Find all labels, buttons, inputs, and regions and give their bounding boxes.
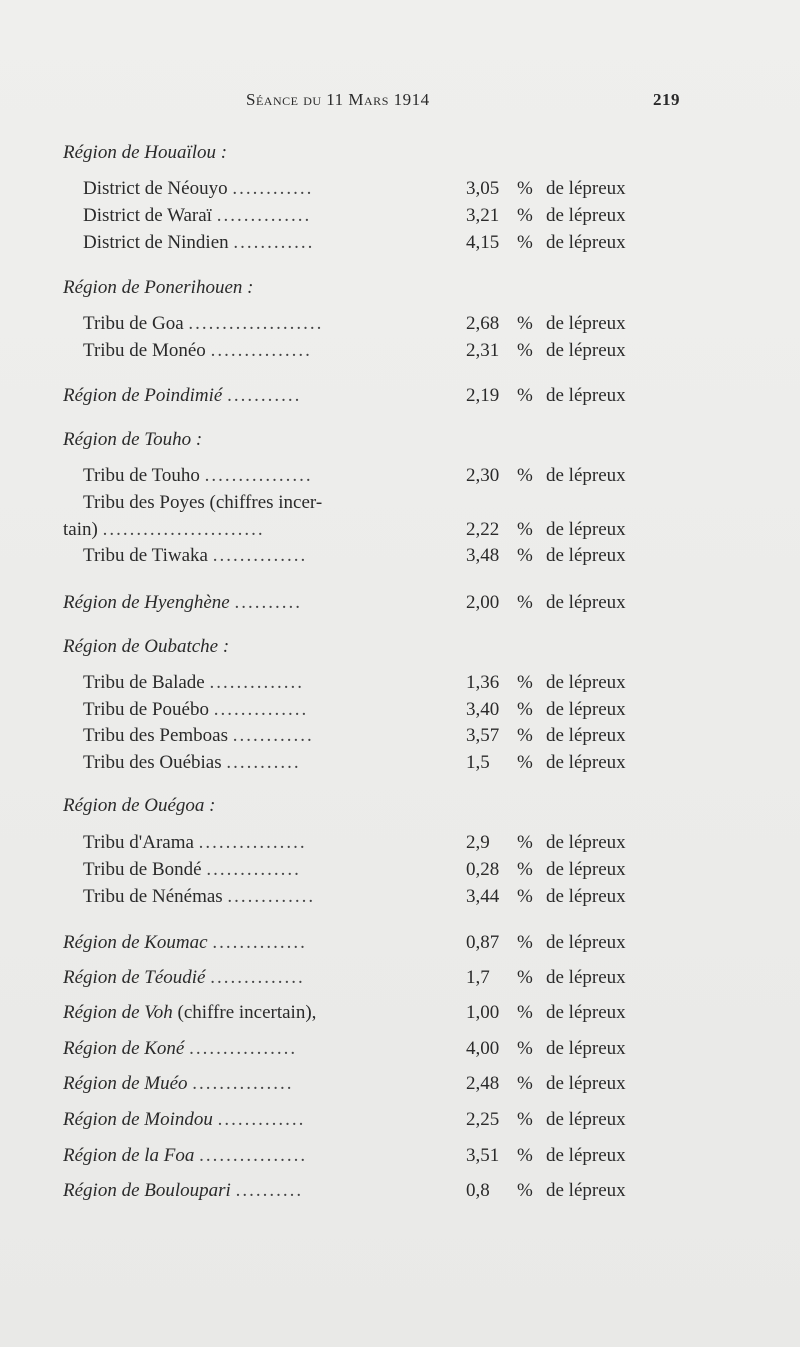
row-value: 3,51 <box>466 1145 500 1166</box>
row-value: 2,30 <box>466 465 500 486</box>
percent-sign: % <box>517 519 533 540</box>
percent-sign: % <box>517 1073 533 1094</box>
percent-sign: % <box>517 672 533 693</box>
table-row: District de Waraï .............. 3,21 % de lépreux <box>0 203 800 229</box>
row-value: 3,40 <box>466 699 500 720</box>
row-unit: de lépreux <box>546 1180 626 1201</box>
row-label: Tribu de Pouébo <box>83 699 209 720</box>
region-heading: Région de Ouégoa : <box>63 795 216 816</box>
row-label: Tribu de Nénémas <box>83 886 223 907</box>
percent-sign: % <box>517 699 533 720</box>
row-unit: de lépreux <box>546 752 626 773</box>
row-label: Région de Hyenghène <box>63 592 230 613</box>
row-unit: de lépreux <box>546 465 626 486</box>
table-row: Région de Hyenghène .......... 2,00 % de lépreux <box>0 590 800 616</box>
row-unit: de lépreux <box>546 519 626 540</box>
row-value: 2,68 <box>466 313 500 334</box>
row-unit: de lépreux <box>546 313 626 334</box>
row-label: Région de Bouloupari <box>63 1180 231 1201</box>
row-label: Tribu des Pemboas <box>83 725 228 746</box>
row-label: Région de Koumac <box>63 932 208 953</box>
row-label: Tribu de Tiwaka <box>83 545 208 566</box>
percent-sign: % <box>517 385 533 406</box>
row-unit: de lépreux <box>546 385 626 406</box>
percent-sign: % <box>517 932 533 953</box>
table-row: District de Nindien ............ 4,15 % de lépreux <box>0 230 800 256</box>
row-value: 2,19 <box>466 385 500 406</box>
table-row: Région de Bouloupari .......... 0,8 % de lépreux <box>0 1178 800 1204</box>
row-value: 0,8 <box>466 1180 490 1201</box>
table-row: Tribu de Goa .................... 2,68 % de lépreux <box>0 311 800 337</box>
row-unit: de lépreux <box>546 672 626 693</box>
row-unit: de lépreux <box>546 967 626 988</box>
table-row: Tribu de Tiwaka .............. 3,48 % de lépreux <box>0 543 800 569</box>
percent-sign: % <box>517 1109 533 1130</box>
row-value: 4,00 <box>466 1038 500 1059</box>
percent-sign: % <box>517 752 533 773</box>
percent-sign: % <box>517 859 533 880</box>
row-unit: de lépreux <box>546 340 626 361</box>
row-unit: de lépreux <box>546 205 626 226</box>
row-unit: de lépreux <box>546 592 626 613</box>
row-label: Tribu de Touho <box>83 465 200 486</box>
percent-sign: % <box>517 205 533 226</box>
percent-sign: % <box>517 1145 533 1166</box>
row-unit: de lépreux <box>546 1038 626 1059</box>
table-row: tain) ........................ 2,22 % de lépreux <box>0 517 800 543</box>
percent-sign: % <box>517 1002 533 1023</box>
row-value: 3,05 <box>466 178 500 199</box>
row-label: Région de Poindimié <box>63 385 223 406</box>
row-value: 3,21 <box>466 205 500 226</box>
percent-sign: % <box>517 967 533 988</box>
row-label: District de Néouyo <box>83 178 228 199</box>
row-value: 0,87 <box>466 932 500 953</box>
percent-sign: % <box>517 592 533 613</box>
table-row: District de Néouyo ............ 3,05 % de lépreux <box>0 176 800 202</box>
row-value: 2,00 <box>466 592 500 613</box>
table-row: Région de Poindimié ........... 2,19 % de lépreux <box>0 383 800 409</box>
row-value: 3,44 <box>466 886 500 907</box>
percent-sign: % <box>517 1180 533 1201</box>
row-value: 1,5 <box>466 752 490 773</box>
row-note: (chiffre incertain), <box>177 1002 317 1023</box>
running-header <box>0 90 800 114</box>
table-row: Tribu de Pouébo .............. 3,40 % de lépreux <box>0 697 800 723</box>
table-row: Région de Koné ................ 4,00 % de lépreux <box>0 1036 800 1062</box>
row-label: Région de la Foa <box>63 1145 195 1166</box>
row-value: 2,22 <box>466 519 500 540</box>
percent-sign: % <box>517 725 533 746</box>
row-unit: de lépreux <box>546 545 626 566</box>
percent-sign: % <box>517 465 533 486</box>
row-unit: de lépreux <box>546 1145 626 1166</box>
region-heading: Région de Ponerihouen : <box>63 277 254 298</box>
row-label: Tribu des Poyes (chiffres incer- <box>83 492 323 513</box>
row-value: 1,36 <box>466 672 500 693</box>
row-unit: de lépreux <box>546 699 626 720</box>
region-heading: Région de Touho : <box>63 429 203 450</box>
row-label: Région de Voh <box>63 1002 173 1023</box>
row-value: 3,57 <box>466 725 500 746</box>
table-row: Région de Muéo ............... 2,48 % de lépreux <box>0 1071 800 1097</box>
percent-sign: % <box>517 340 533 361</box>
row-label-continued: tain) <box>63 519 98 540</box>
region-heading: Région de Houaïlou : <box>63 142 228 163</box>
row-unit: de lépreux <box>546 859 626 880</box>
row-value: 4,15 <box>466 232 500 253</box>
percent-sign: % <box>517 886 533 907</box>
row-label: Tribu d'Arama <box>83 832 194 853</box>
row-label: District de Nindien <box>83 232 229 253</box>
row-label: Région de Moindou <box>63 1109 213 1130</box>
row-label: Tribu de Bondé <box>83 859 202 880</box>
header-title: Séance du 11 Mars 1914 <box>246 90 430 109</box>
row-unit: de lépreux <box>546 1109 626 1130</box>
table-row: Tribu des Ouébias ........... 1,5 % de lépreux <box>0 750 800 776</box>
row-label: Région de Muéo <box>63 1073 188 1094</box>
table-row <box>0 490 800 516</box>
table-row: Tribu de Balade .............. 1,36 % de lépreux <box>0 670 800 696</box>
table-row: Tribu des Pemboas ............ 3,57 % de lépreux <box>0 723 800 749</box>
percent-sign: % <box>517 232 533 253</box>
table-row <box>0 1000 800 1026</box>
row-value: 3,48 <box>466 545 500 566</box>
percent-sign: % <box>517 1038 533 1059</box>
row-unit: de lépreux <box>546 832 626 853</box>
row-value: 2,9 <box>466 832 490 853</box>
row-value: 1,00 <box>466 1002 500 1023</box>
row-label: Tribu des Ouébias <box>83 752 222 773</box>
row-label: Tribu de Goa <box>83 313 184 334</box>
row-unit: de lépreux <box>546 886 626 907</box>
percent-sign: % <box>517 178 533 199</box>
row-label: District de Waraï <box>83 205 212 226</box>
percent-sign: % <box>517 545 533 566</box>
table-row: Tribu de Nénémas ............. 3,44 % de lépreux <box>0 884 800 910</box>
table-row: Région de Téoudié .............. 1,7 % de lépreux <box>0 965 800 991</box>
row-value: 1,7 <box>466 967 490 988</box>
row-value: 2,48 <box>466 1073 500 1094</box>
table-row: Tribu de Touho ................ 2,30 % de lépreux <box>0 463 800 489</box>
row-value: 2,31 <box>466 340 500 361</box>
page-number: 219 <box>653 90 680 109</box>
table-row: Région de la Foa ................ 3,51 % de lépreux <box>0 1143 800 1169</box>
row-label: Région de Téoudié <box>63 967 206 988</box>
row-value: 2,25 <box>466 1109 500 1130</box>
row-label: Région de Koné <box>63 1038 185 1059</box>
row-unit: de lépreux <box>546 725 626 746</box>
row-unit: de lépreux <box>546 1073 626 1094</box>
table-row: Région de Moindou ............. 2,25 % de lépreux <box>0 1107 800 1133</box>
row-value: 0,28 <box>466 859 500 880</box>
table-row: Tribu de Monéo ............... 2,31 % de lépreux <box>0 338 800 364</box>
row-unit: de lépreux <box>546 178 626 199</box>
region-heading: Région de Oubatche : <box>63 636 230 657</box>
percent-sign: % <box>517 313 533 334</box>
table-row: Région de Koumac .............. 0,87 % de lépreux <box>0 930 800 956</box>
row-unit: de lépreux <box>546 232 626 253</box>
table-row: Tribu d'Arama ................ 2,9 % de lépreux <box>0 830 800 856</box>
percent-sign: % <box>517 832 533 853</box>
row-unit: de lépreux <box>546 1002 626 1023</box>
row-label: Tribu de Balade <box>83 672 205 693</box>
table-row: Tribu de Bondé .............. 0,28 % de lépreux <box>0 857 800 883</box>
row-label: Tribu de Monéo <box>83 340 206 361</box>
row-unit: de lépreux <box>546 932 626 953</box>
